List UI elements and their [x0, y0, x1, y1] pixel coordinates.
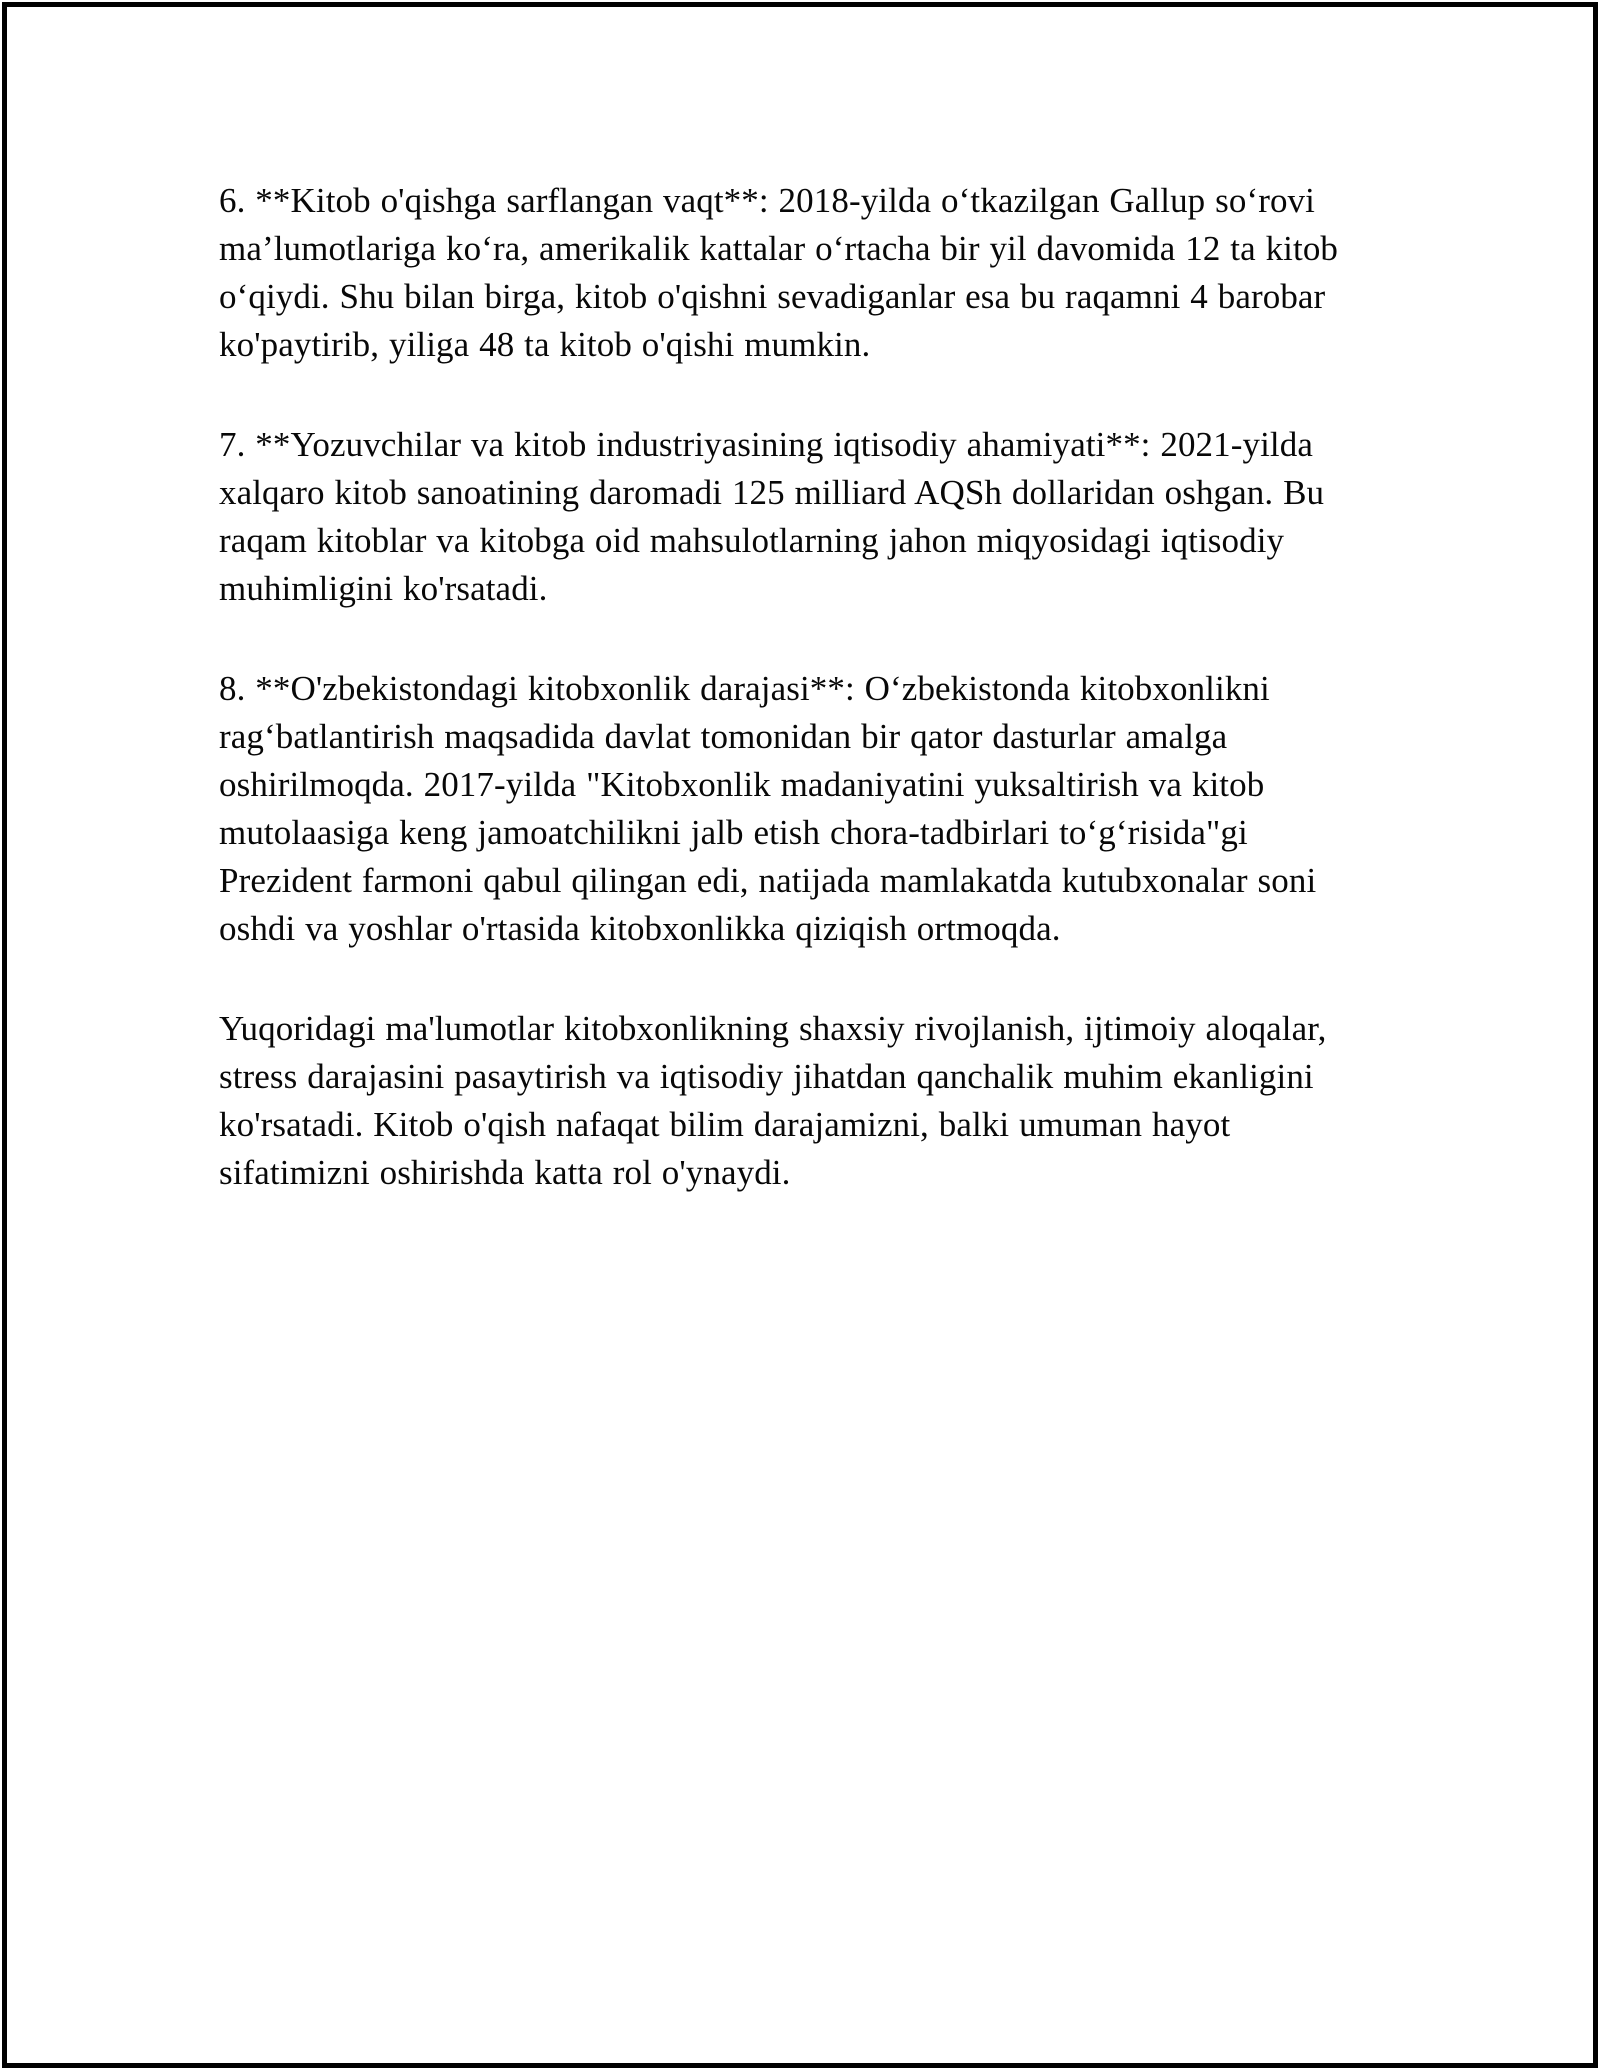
paragraph-closing: Yuqoridagi ma'lumotlar kitobxonlikning shaxsiy rivojlanish, ijtimoiy aloqalar, stress darajasini pasaytirish va iqtisodiy jihatdan qanchalik muhim ekanligini ko'rsatadi. Kitob o'qish nafaqat bilim darajamizni, balki umuman hayot sifatimizni oshirishda katta rol o'ynaydi.: [219, 1009, 1327, 1192]
paragraph-item-8: 8. **O'zbekistondagi kitobxonlik darajasi**: O‘zbekistonda kitobxonlikni rag‘batlantirish maqsadida davlat tomonidan bir qator dasturlar amalga oshirilmoqda. 2017-yilda "Kitobxonlik madaniyatini yuksaltirish va kitob mutolaasiga keng jamoatchilikni jalb etish chora-tadbirlari to‘g‘risida"gi Prezident farmoni qabul qilingan edi, natijada mamlakatda kutubxonalar soni oshdi va yoshlar o'rtasida kitobxonlikka qiziqish ortmoqda.: [219, 669, 1317, 948]
paragraph-item-7: 7. **Yozuvchilar va kitob industriyasining iqtisodiy ahamiyati**: 2021-yilda xalqaro kitob sanoatining daromadi 125 milliard AQSh dollaridan oshgan. Bu raqam kitoblar va kitobga oid mahsulotlarning jahon miqyosidagi iqtisodiy muhimligini ko'rsatadi.: [219, 425, 1325, 608]
paragraph-item-6: 6. **Kitob o'qishga sarflangan vaqt**: 2018-yilda o‘tkazilgan Gallup so‘rovi ma’lumotlariga ko‘ra, amerikalik kattalar o‘rtacha bir yil davomida 12 ta kitob o‘qiydi. Shu bilan birga, kitob o'qishni sevadiganlar esa bu raqamni 4 barobar ko'paytirib, yiliga 48 ta kitob o'qishi mumkin.: [219, 181, 1339, 364]
